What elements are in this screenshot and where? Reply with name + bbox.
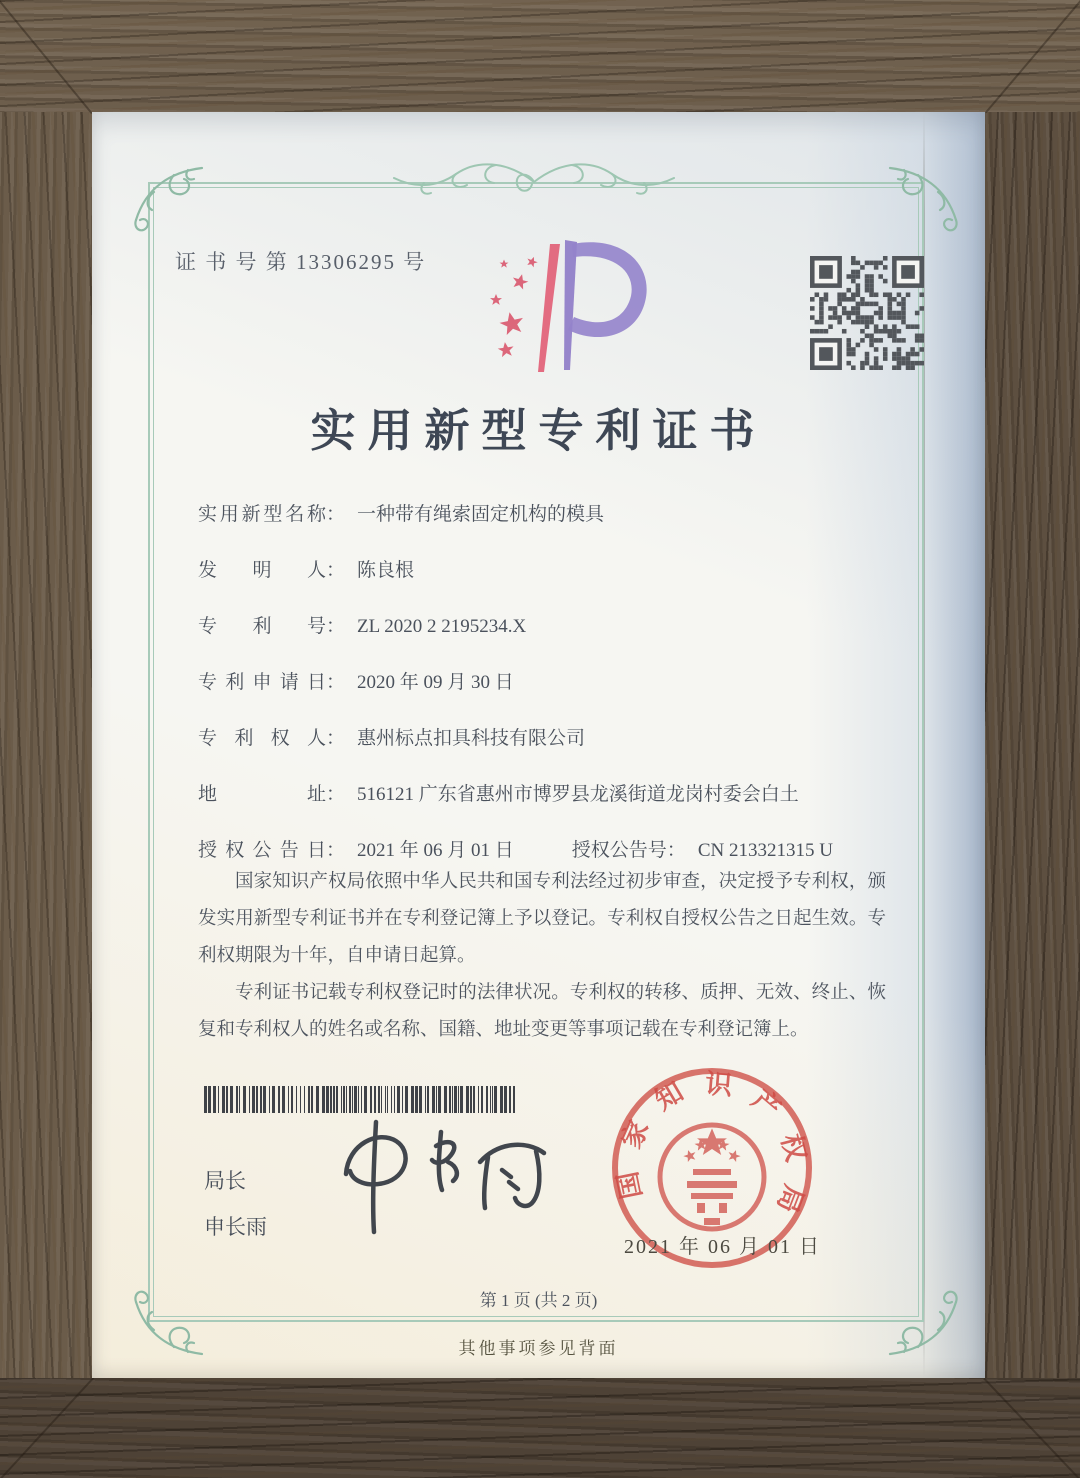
field-row [198, 612, 898, 668]
field-value: 2021 年 06 月 01 日 [357, 840, 514, 861]
officer-block [204, 1158, 267, 1250]
officer-title: 局长 [204, 1169, 246, 1193]
certificate-number: 证 书 号 第 13306295 号 [175, 250, 427, 274]
qr-code-icon [810, 256, 924, 370]
barcode-icon [204, 1086, 516, 1113]
back-side-note: 其他事项参见背面 [458, 1339, 619, 1358]
field-colon: ： [326, 672, 346, 693]
field-label: 授权公告号 [571, 840, 667, 861]
field-value: CN 213321315 U [697, 840, 833, 861]
frame-bottom [0, 1378, 1080, 1478]
field-value: 516121 广东省惠州市博罗县龙溪街道龙岗村委会白土 [357, 784, 799, 805]
field-label: 发明人 [198, 560, 326, 581]
field-row [198, 556, 898, 612]
field-colon: ： [326, 728, 346, 749]
field-row [198, 724, 898, 780]
field-label: 专利权人 [198, 728, 326, 749]
field-value: ZL 2020 2 2195234.X [357, 616, 527, 637]
frame-top [0, 0, 1080, 112]
field-value: 陈良根 [357, 560, 415, 581]
field-label: 实用新型名称 [198, 504, 326, 525]
paragraph: 国家知识产权局依照中华人民共和国专利法经过初步审查，决定授予专利权，颁发实用新型专利证书并在专利登记簿上予以登记。专利权自授权公告之日起生效。专利权期限为十年，自申请日起算。 [198, 872, 886, 966]
cnipa-logo-icon [452, 230, 657, 380]
field-colon: ： [326, 616, 346, 637]
frame-right [985, 0, 1080, 1478]
paragraph: 专利证书记载专利权登记时的法律状况。专利权的转移、质押、无效、终止、恢复和专利权人的姓名或名称、国籍、地址变更等事项记载在专利登记簿上。 [198, 983, 886, 1040]
page-indicator: 第 1 页 (共 2 页) [479, 1291, 598, 1310]
field-row [198, 780, 898, 836]
field-colon: ： [326, 504, 346, 525]
field-label: 专利申请日 [198, 672, 326, 693]
field-row [198, 500, 898, 556]
border-corner-flourish-icon [128, 162, 208, 242]
officer-name: 申长雨 [204, 1215, 267, 1239]
certificate-fields [198, 500, 898, 892]
field-colon: ： [326, 840, 346, 861]
seal-date: 2021 年 06 月 01 日 [624, 1236, 821, 1258]
field-colon: ： [666, 840, 686, 861]
grant-number-group [572, 840, 833, 861]
field-label: 专利号 [198, 616, 326, 637]
frame-left [0, 0, 92, 1478]
field-value: 2020 年 09 月 30 日 [357, 672, 514, 693]
field-value: 惠州标点扣具科技有限公司 [357, 728, 586, 749]
border-top-flourish-icon [384, 156, 684, 206]
border-corner-flourish-icon [884, 162, 964, 242]
field-value: 一种带有绳索固定机构的模具 [357, 504, 605, 525]
certificate-title: 实用新型专利证书 [310, 406, 767, 456]
legal-paragraphs [198, 864, 886, 1049]
field-label: 地址 [198, 784, 326, 805]
seal-org-text: 国家知识产权局 [612, 1068, 812, 1217]
signature-icon [308, 1110, 578, 1245]
field-row [198, 668, 898, 724]
field-colon: ： [326, 560, 346, 581]
field-colon: ： [326, 784, 346, 805]
field-label: 授权公告日 [198, 840, 326, 861]
certificate-paper [92, 112, 985, 1378]
